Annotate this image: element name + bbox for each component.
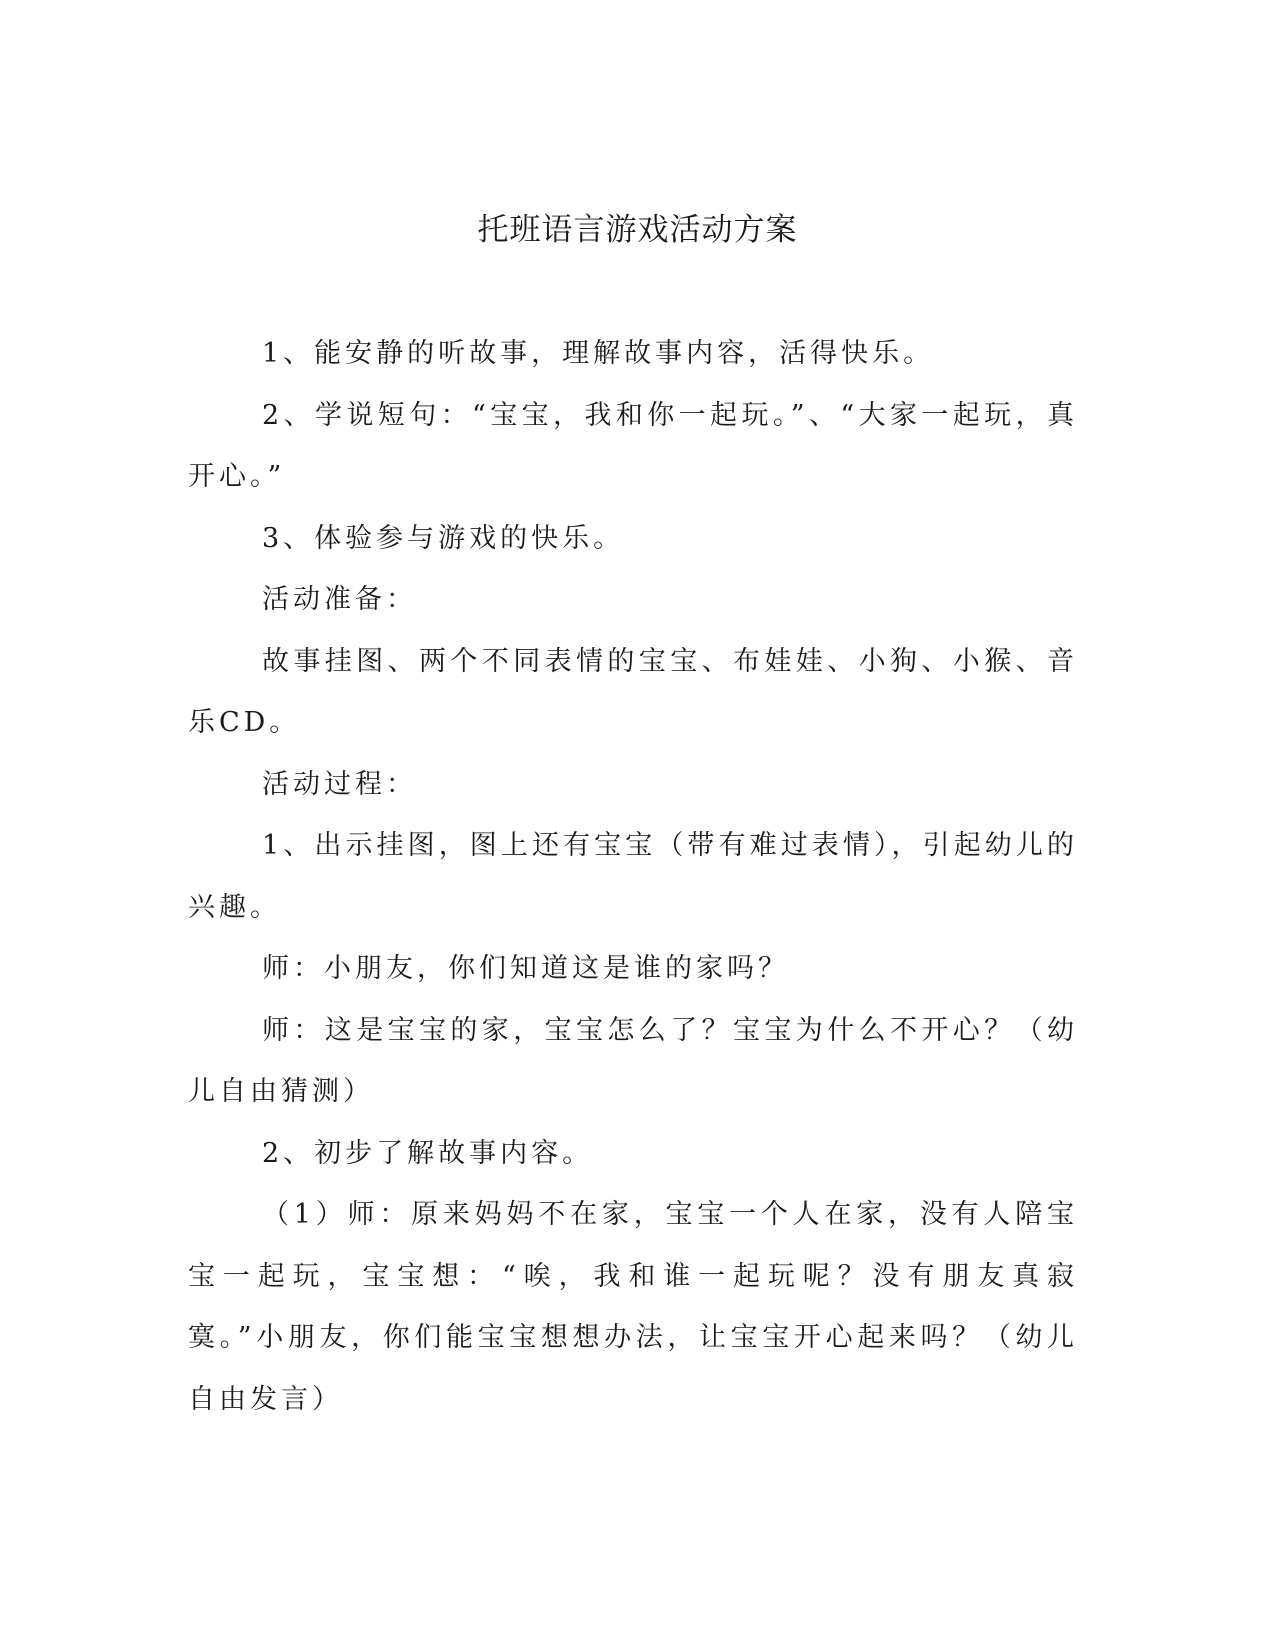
paragraph-step-2-detail: （1）师：原来妈妈不在家，宝宝一个人在家，没有人陪宝宝一起玩，宝宝想：“唉，我和谁一起玩呢？没有朋友真寂寞。”小朋友，你们能宝宝想想办法，让宝宝开心起来吗？（幼儿自由发言）	[188, 1199, 1078, 1415]
paragraph-step-1: 1、出示挂图，图上还有宝宝（带有难过表情），引起幼儿的兴趣。	[188, 830, 1078, 923]
paragraph-goal-1: 1、能安静的听故事，理解故事内容，活得快乐。	[262, 338, 935, 369]
paragraph-goal-3: 3、体验参与游戏的快乐。	[262, 522, 625, 554]
paragraph-goal-2: 2、学说短句：“宝宝，我和你一起玩。”、“大家一起玩，真开心。”	[188, 399, 1078, 492]
heading-process: 活动过程：	[262, 768, 417, 800]
document-body	[188, 323, 1078, 1430]
document-title: 托班语言游戏活动方案	[477, 212, 798, 248]
paragraph-teacher-question-1: 师：小朋友，你们知道这是谁的家吗？	[262, 953, 789, 984]
paragraph-teacher-question-2: 师：这是宝宝的家，宝宝怎么了？宝宝为什么不开心？（幼儿自由猜测）	[188, 1014, 1078, 1107]
paragraph-materials: 故事挂图、两个不同表情的宝宝、布娃娃、小狗、小猴、音乐CD。	[188, 645, 1078, 738]
paragraph-step-2: 2、初步了解故事内容。	[262, 1137, 594, 1169]
heading-preparation: 活动准备：	[262, 584, 417, 615]
